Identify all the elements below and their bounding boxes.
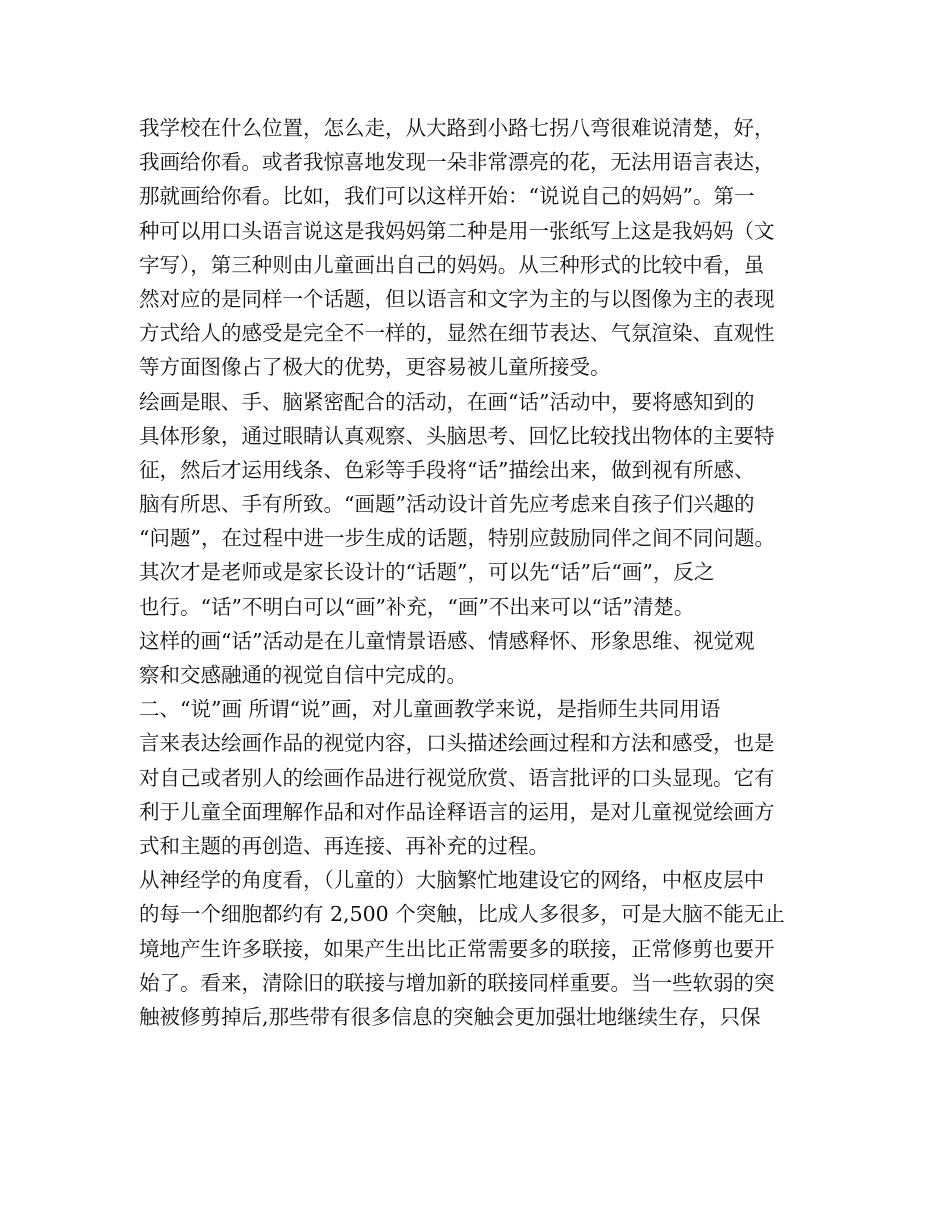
text-line: 具体形象，通过眼睛认真观察、头脑思考、回忆比较找出物体的主要特 [139, 423, 775, 448]
text-line: “问题”，在过程中进一步生成的话题，特别应鼓励同伴之间不同问题。 [139, 526, 775, 551]
text-line: 绘画是眼、手、脑紧密配合的活动，在画“话”活动中，要将感知到的 [139, 389, 755, 414]
text-line: 我学校在什么位置，怎么走，从大路到小路七拐八弯很难说清楚，好， [139, 116, 775, 140]
text-line: 我画给你看。或者我惊喜地发现一朵非常漂亮的花，无法用语言表达， [139, 150, 775, 175]
text-line: 始了。看来，清除旧的联接与增加新的联接同样重要。当一些软弱的突 [139, 970, 775, 995]
text-line: 言来表达绘画作品的视觉内容，口头描述绘画过程和方法和感受，也是 [139, 731, 775, 756]
text-line: 也行。“话”不明白可以“画”补充，“画”不出来可以“话”清楚。 [139, 594, 695, 619]
text-line: 从神经学的角度看，（儿童的）大脑繁忙地建设它的网络，中枢皮层中 [139, 868, 765, 893]
text-line: 这样的画“话”活动是在儿童情景语感、情感释怀、形象思维、视觉观 [139, 628, 755, 653]
text-line: 征，然后才运用线条、色彩等手段将“话”描绘出来，做到视有所感、 [139, 457, 755, 482]
text-line: 察和交感融通的视觉自信中完成的。 [139, 663, 467, 687]
text-line: 二、“说”画 所谓“说”画，对儿童画教学来说，是指师生共同用语 [139, 697, 721, 722]
text-line: 其次才是老师或是家长设计的“话题”，可以先“话”后“画”，反之 [139, 560, 715, 585]
text-line: 利于儿童全面理解作品和对作品诠释语言的运用，是对儿童视觉绘画方 [139, 799, 775, 824]
text-line: 那就画给你看。比如，我们可以这样开始：“说说自己的妈妈”。第一 [139, 184, 755, 209]
text-line: 的每一个细胞都约有 2,500 个突触，比成人多很多，可是大脑不能无止 [139, 902, 785, 927]
text-line: 对自己或者别人的绘画作品进行视觉欣赏、语言批评的口头显现。它有 [139, 765, 775, 790]
body-text [139, 111, 819, 1034]
text-line: 种可以用口头语言说这是我妈妈第二种是用一张纸写上这是我妈妈（文 [139, 218, 775, 243]
text-line: 然对应的是同样一个话题，但以语言和文字为主的与以图像为主的表现 [139, 286, 775, 311]
text-line: 式和主题的再创造、再连接、再补充的过程。 [139, 833, 549, 858]
text-line: 等方面图像占了极大的优势，更容易被儿童所接受。 [139, 355, 611, 380]
text-line: 触被修剪掉后,那些带有很多信息的突触会更加强壮地继续生存，只保 [139, 1004, 761, 1029]
text-line: 境地产生许多联接，如果产生出比正常需要多的联接，正常修剪也要开 [139, 936, 775, 961]
text-line: 方式给人的感受是完全不一样的，显然在细节表达、气氛渲染、直观性 [139, 321, 775, 346]
text-line: 字写），第三种则由儿童画出自己的妈妈。从三种形式的比较中看，虽 [139, 252, 765, 277]
text-line: 脑有所思、手有所致。“画题”活动设计首先应考虑来自孩子们兴趣的 [139, 492, 755, 517]
